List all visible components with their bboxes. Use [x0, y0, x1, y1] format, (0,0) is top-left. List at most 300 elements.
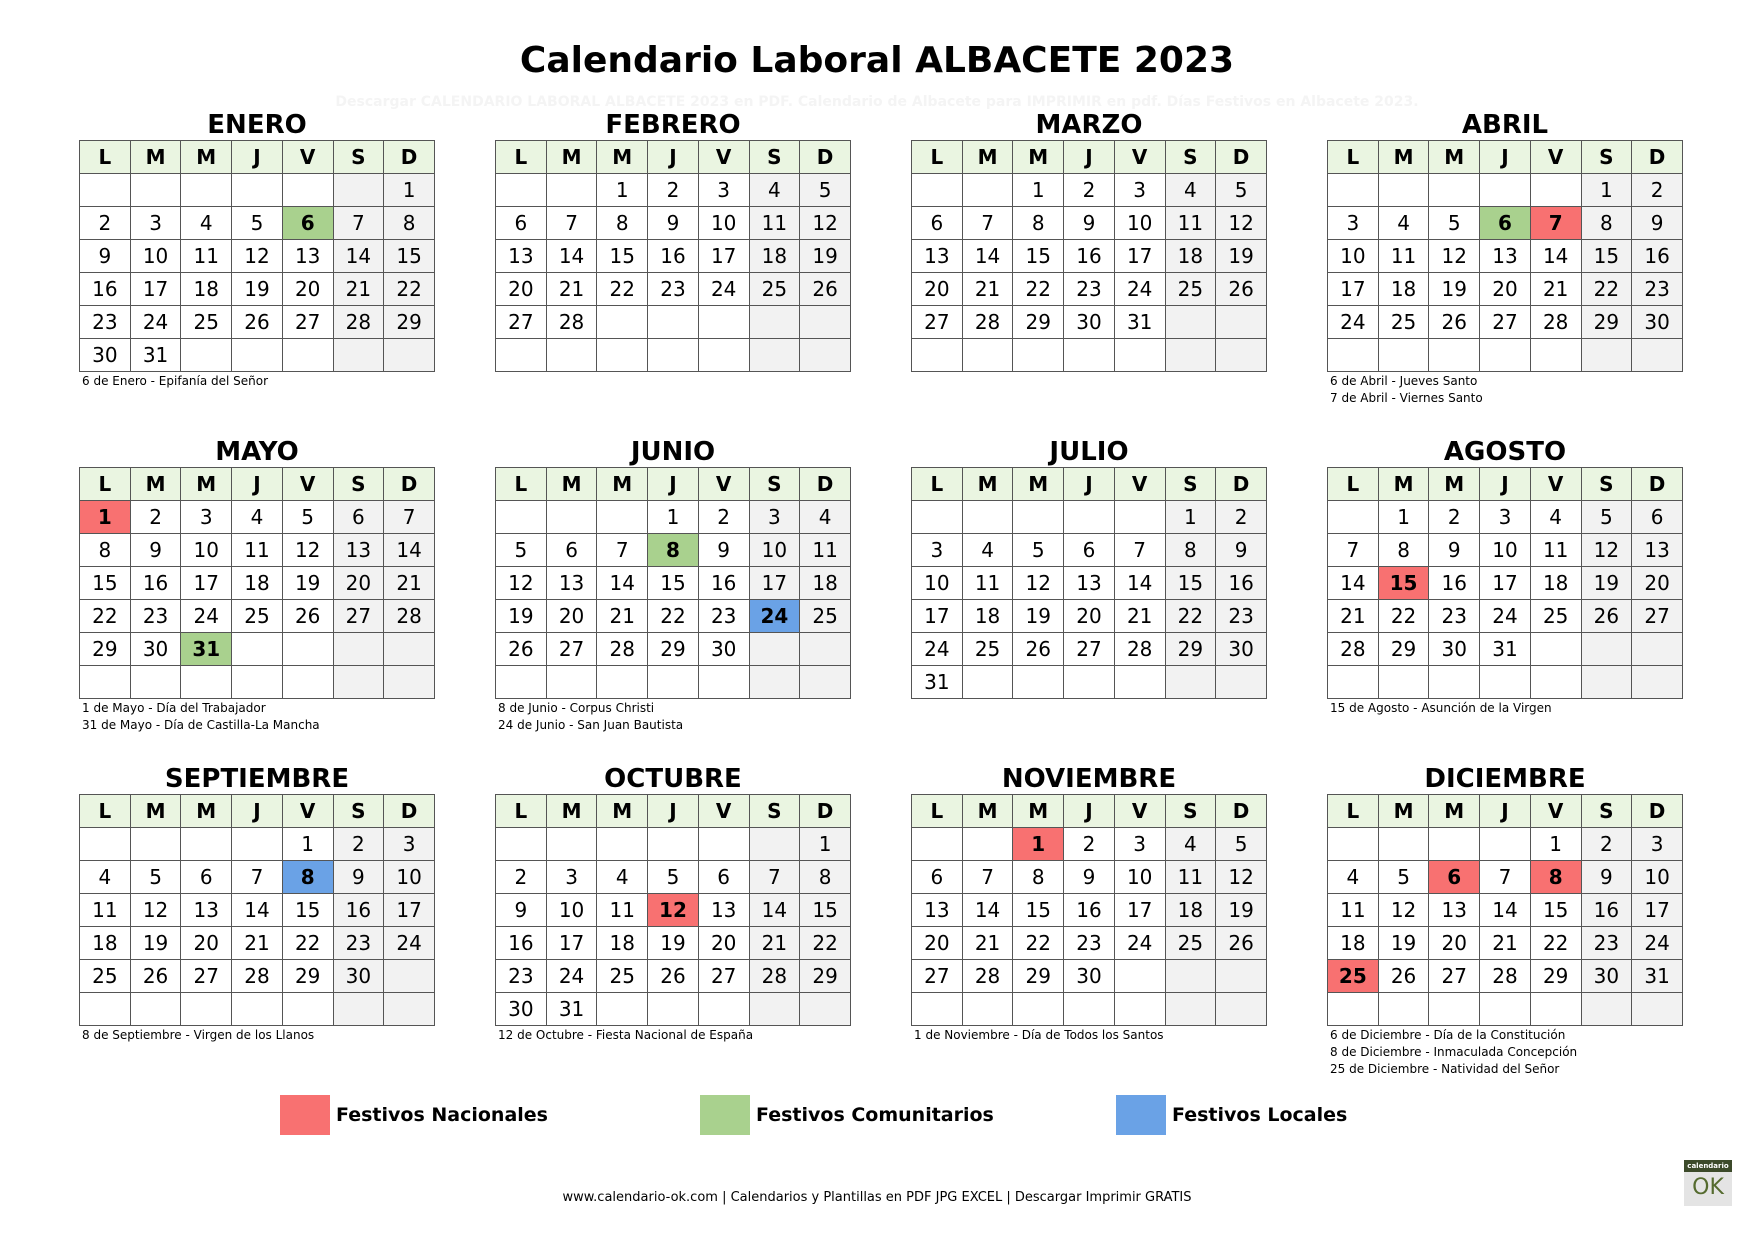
day-cell: 31: [1480, 633, 1531, 666]
day-cell: 6: [333, 501, 384, 534]
day-cell: 19: [1429, 273, 1480, 306]
weekday-header-row: [496, 141, 851, 174]
day-cell: 23: [1216, 600, 1267, 633]
day-cell: 18: [1165, 894, 1216, 927]
empty-cell: [546, 174, 597, 207]
day-cell: 30: [1216, 633, 1267, 666]
day-cell: 17: [546, 927, 597, 960]
empty-cell: [1480, 993, 1531, 1026]
week-row: [496, 339, 851, 372]
day-cell: 13: [912, 240, 963, 273]
day-cell: 24: [1328, 306, 1379, 339]
holiday-cell: 12: [648, 894, 699, 927]
day-cell: 15: [1581, 240, 1632, 273]
weekday-header-row: [1328, 141, 1683, 174]
day-cell: 4: [1165, 174, 1216, 207]
holiday-note: 24 de Junio - San Juan Bautista: [498, 718, 684, 732]
month-table: [1327, 467, 1683, 699]
week-row: [80, 666, 435, 699]
day-cell: 7: [546, 207, 597, 240]
weekday-header: M: [597, 141, 648, 174]
weekday-header: S: [333, 468, 384, 501]
empty-cell: [232, 633, 283, 666]
empty-cell: [496, 501, 547, 534]
empty-cell: [1114, 666, 1165, 699]
empty-cell: [962, 828, 1013, 861]
week-row: [1328, 861, 1683, 894]
empty-cell: [181, 666, 232, 699]
day-cell: 13: [912, 894, 963, 927]
day-cell: 28: [1328, 633, 1379, 666]
legend-local: [1116, 1095, 1347, 1135]
empty-cell: [1581, 666, 1632, 699]
day-cell: 25: [597, 960, 648, 993]
empty-cell: [1013, 993, 1064, 1026]
week-row: [496, 960, 851, 993]
day-cell: 29: [1165, 633, 1216, 666]
empty-cell: [800, 306, 851, 339]
legend-local-label: Festivos Locales: [1172, 1104, 1348, 1126]
day-cell: 3: [1328, 207, 1379, 240]
day-cell: 26: [800, 273, 851, 306]
day-cell: 22: [648, 600, 699, 633]
day-cell: 10: [1480, 534, 1531, 567]
footer-text[interactable]: www.calendario-ok.com | Calendarios y Plantillas en PDF JPG EXCEL | Descargar Imprimir GRATIS: [562, 1190, 1192, 1205]
month-table: [911, 467, 1267, 699]
day-cell: 2: [1064, 828, 1115, 861]
day-cell: 17: [698, 240, 749, 273]
legend-local-swatch: [1116, 1095, 1166, 1135]
weekday-header-row: [80, 141, 435, 174]
day-cell: 1: [1530, 828, 1581, 861]
weekday-header: D: [1216, 795, 1267, 828]
day-cell: 2: [80, 207, 131, 240]
day-cell: 20: [698, 927, 749, 960]
day-cell: 15: [597, 240, 648, 273]
day-cell: 11: [962, 567, 1013, 600]
day-cell: 7: [1480, 861, 1531, 894]
day-cell: 25: [80, 960, 131, 993]
week-row: [1328, 960, 1683, 993]
holiday-notes: [79, 1027, 435, 1044]
day-cell: 10: [546, 894, 597, 927]
day-cell: 5: [496, 534, 547, 567]
empty-cell: [800, 993, 851, 1026]
day-cell: 4: [1530, 501, 1581, 534]
empty-cell: [232, 339, 283, 372]
empty-cell: [130, 993, 181, 1026]
empty-cell: [1378, 174, 1429, 207]
empty-cell: [912, 501, 963, 534]
day-cell: 10: [912, 567, 963, 600]
day-cell: 27: [698, 960, 749, 993]
empty-cell: [597, 993, 648, 1026]
day-cell: 27: [496, 306, 547, 339]
day-cell: 31: [912, 666, 963, 699]
day-cell: 11: [1165, 861, 1216, 894]
week-row: [80, 567, 435, 600]
week-row: [912, 339, 1267, 372]
day-cell: 13: [1480, 240, 1531, 273]
day-cell: 28: [1480, 960, 1531, 993]
day-cell: 15: [648, 567, 699, 600]
empty-cell: [1480, 339, 1531, 372]
day-cell: 14: [1480, 894, 1531, 927]
day-cell: 7: [749, 861, 800, 894]
day-cell: 23: [80, 306, 131, 339]
week-row: [912, 828, 1267, 861]
empty-cell: [384, 960, 435, 993]
day-cell: 10: [130, 240, 181, 273]
day-cell: 16: [1581, 894, 1632, 927]
day-cell: 27: [333, 600, 384, 633]
month-table: [495, 467, 851, 699]
day-cell: 24: [546, 960, 597, 993]
week-row: [80, 207, 435, 240]
day-cell: 22: [80, 600, 131, 633]
empty-cell: [1216, 666, 1267, 699]
week-row: [912, 927, 1267, 960]
day-cell: 6: [181, 861, 232, 894]
day-cell: 27: [282, 306, 333, 339]
day-cell: 13: [698, 894, 749, 927]
day-cell: 23: [333, 927, 384, 960]
day-cell: 9: [130, 534, 181, 567]
day-cell: 28: [1114, 633, 1165, 666]
day-cell: 22: [1165, 600, 1216, 633]
day-cell: 7: [1114, 534, 1165, 567]
weekday-header: M: [130, 795, 181, 828]
empty-cell: [749, 993, 800, 1026]
day-cell: 21: [1328, 600, 1379, 633]
weekday-header: L: [80, 795, 131, 828]
empty-cell: [1064, 993, 1115, 1026]
weekday-header: J: [232, 468, 283, 501]
day-cell: 15: [800, 894, 851, 927]
day-cell: 8: [1378, 534, 1429, 567]
empty-cell: [1429, 339, 1480, 372]
day-cell: 28: [1530, 306, 1581, 339]
weekday-header: V: [282, 141, 333, 174]
weekday-header: D: [1216, 468, 1267, 501]
day-cell: 18: [80, 927, 131, 960]
day-cell: 21: [384, 567, 435, 600]
week-row: [1328, 567, 1683, 600]
empty-cell: [282, 666, 333, 699]
day-cell: 21: [546, 273, 597, 306]
weekday-header: J: [648, 468, 699, 501]
day-cell: 19: [1581, 567, 1632, 600]
month-name: MAYO: [215, 437, 299, 467]
empty-cell: [232, 828, 283, 861]
day-cell: 9: [1429, 534, 1480, 567]
day-cell: 3: [130, 207, 181, 240]
week-row: [80, 339, 435, 372]
day-cell: 18: [181, 273, 232, 306]
weekday-header: D: [384, 795, 435, 828]
day-cell: 8: [800, 861, 851, 894]
day-cell: 17: [1114, 240, 1165, 273]
day-cell: 11: [597, 894, 648, 927]
week-row: [912, 894, 1267, 927]
day-cell: 17: [181, 567, 232, 600]
empty-cell: [597, 666, 648, 699]
week-row: [496, 600, 851, 633]
day-cell: 27: [1632, 600, 1683, 633]
weekday-header: D: [800, 141, 851, 174]
empty-cell: [962, 339, 1013, 372]
day-cell: 4: [181, 207, 232, 240]
day-cell: 12: [282, 534, 333, 567]
empty-cell: [698, 993, 749, 1026]
day-cell: 6: [546, 534, 597, 567]
day-cell: 30: [333, 960, 384, 993]
day-cell: 6: [698, 861, 749, 894]
empty-cell: [546, 339, 597, 372]
day-cell: 9: [333, 861, 384, 894]
weekday-header: L: [912, 141, 963, 174]
empty-cell: [181, 828, 232, 861]
day-cell: 28: [384, 600, 435, 633]
day-cell: 23: [1429, 600, 1480, 633]
empty-cell: [1165, 306, 1216, 339]
weekday-header: S: [1165, 141, 1216, 174]
empty-cell: [1013, 666, 1064, 699]
empty-cell: [181, 993, 232, 1026]
holiday-cell: 15: [1378, 567, 1429, 600]
day-cell: 6: [912, 861, 963, 894]
week-row: [1328, 894, 1683, 927]
weekday-header: M: [1429, 141, 1480, 174]
empty-cell: [80, 993, 131, 1026]
day-cell: 25: [800, 600, 851, 633]
day-cell: 1: [384, 174, 435, 207]
holiday-cell: 31: [181, 633, 232, 666]
day-cell: 22: [1581, 273, 1632, 306]
day-cell: 13: [1632, 534, 1683, 567]
day-cell: 31: [546, 993, 597, 1026]
day-cell: 18: [1530, 567, 1581, 600]
empty-cell: [496, 828, 547, 861]
day-cell: 17: [384, 894, 435, 927]
day-cell: 12: [232, 240, 283, 273]
empty-cell: [1378, 666, 1429, 699]
weekday-header: V: [698, 468, 749, 501]
week-row: [496, 501, 851, 534]
day-cell: 11: [1328, 894, 1379, 927]
day-cell: 29: [1378, 633, 1429, 666]
empty-cell: [1632, 993, 1683, 1026]
day-cell: 25: [181, 306, 232, 339]
weekday-header: L: [80, 468, 131, 501]
empty-cell: [912, 828, 963, 861]
weekday-header: V: [282, 468, 333, 501]
week-row: [496, 666, 851, 699]
day-cell: 30: [1429, 633, 1480, 666]
weekday-header: D: [384, 468, 435, 501]
empty-cell: [912, 993, 963, 1026]
day-cell: 20: [1429, 927, 1480, 960]
month-septiembre: [79, 764, 435, 1044]
day-cell: 9: [1216, 534, 1267, 567]
empty-cell: [1581, 993, 1632, 1026]
day-cell: 18: [962, 600, 1013, 633]
day-cell: 14: [1114, 567, 1165, 600]
day-cell: 12: [1429, 240, 1480, 273]
week-row: [80, 174, 435, 207]
day-cell: 7: [962, 861, 1013, 894]
empty-cell: [1064, 666, 1115, 699]
day-cell: 1: [800, 828, 851, 861]
empty-cell: [282, 339, 333, 372]
day-cell: 18: [1328, 927, 1379, 960]
day-cell: 1: [1165, 501, 1216, 534]
weekday-header: M: [1378, 468, 1429, 501]
empty-cell: [1328, 828, 1379, 861]
day-cell: 8: [1581, 207, 1632, 240]
day-cell: 20: [1064, 600, 1115, 633]
weekday-header: S: [749, 795, 800, 828]
weekday-header: M: [181, 468, 232, 501]
week-row: [496, 633, 851, 666]
day-cell: 16: [1632, 240, 1683, 273]
day-cell: 28: [333, 306, 384, 339]
empty-cell: [1165, 993, 1216, 1026]
day-cell: 5: [1216, 174, 1267, 207]
week-row: [80, 273, 435, 306]
day-cell: 23: [1632, 273, 1683, 306]
weekday-header: V: [1530, 141, 1581, 174]
week-row: [496, 861, 851, 894]
empty-cell: [130, 174, 181, 207]
day-cell: 30: [1064, 960, 1115, 993]
day-cell: 10: [1328, 240, 1379, 273]
day-cell: 28: [546, 306, 597, 339]
empty-cell: [1530, 633, 1581, 666]
empty-cell: [1530, 993, 1581, 1026]
month-name: JUNIO: [630, 437, 716, 467]
month-julio: [911, 437, 1267, 700]
day-cell: 27: [912, 960, 963, 993]
empty-cell: [912, 174, 963, 207]
weekday-header-row: [496, 468, 851, 501]
week-row: [80, 993, 435, 1026]
empty-cell: [80, 174, 131, 207]
month-name: NOVIEMBRE: [1001, 764, 1177, 794]
weekday-header: M: [546, 141, 597, 174]
day-cell: 13: [496, 240, 547, 273]
weekday-header: J: [1064, 141, 1115, 174]
month-name: SEPTIEMBRE: [164, 764, 350, 794]
day-cell: 23: [130, 600, 181, 633]
weekday-header-row: [1328, 795, 1683, 828]
holiday-notes: [495, 700, 851, 734]
day-cell: 15: [1165, 567, 1216, 600]
week-row: [912, 633, 1267, 666]
day-cell: 4: [800, 501, 851, 534]
holiday-note: 25 de Diciembre - Natividad del Señor: [1330, 1062, 1560, 1076]
holiday-note: 1 de Mayo - Día del Trabajador: [82, 701, 266, 715]
week-row: [912, 993, 1267, 1026]
day-cell: 2: [333, 828, 384, 861]
weekday-header: V: [698, 795, 749, 828]
day-cell: 29: [1581, 306, 1632, 339]
empty-cell: [181, 174, 232, 207]
holiday-notes: [79, 373, 435, 390]
empty-cell: [333, 633, 384, 666]
empty-cell: [962, 174, 1013, 207]
empty-cell: [1581, 633, 1632, 666]
day-cell: 28: [597, 633, 648, 666]
weekday-header-row: [80, 795, 435, 828]
day-cell: 5: [282, 501, 333, 534]
day-cell: 11: [749, 207, 800, 240]
month-marzo: [911, 110, 1267, 373]
day-cell: 2: [1429, 501, 1480, 534]
day-cell: 26: [282, 600, 333, 633]
empty-cell: [1632, 339, 1683, 372]
weekday-header: M: [1429, 468, 1480, 501]
empty-cell: [80, 666, 131, 699]
holiday-notes: [1327, 700, 1683, 717]
weekday-header: S: [1165, 795, 1216, 828]
weekday-header: M: [130, 141, 181, 174]
week-row: [1328, 339, 1683, 372]
day-cell: 12: [1581, 534, 1632, 567]
month-table: [495, 140, 851, 372]
day-cell: 19: [1378, 927, 1429, 960]
empty-cell: [333, 174, 384, 207]
day-cell: 29: [800, 960, 851, 993]
day-cell: 11: [80, 894, 131, 927]
day-cell: 11: [800, 534, 851, 567]
empty-cell: [800, 633, 851, 666]
month-noviembre: [911, 764, 1267, 1044]
empty-cell: [648, 306, 699, 339]
week-row: [1328, 666, 1683, 699]
week-row: [496, 240, 851, 273]
day-cell: 20: [496, 273, 547, 306]
calendario-ok-logo[interactable]: [1684, 1160, 1732, 1206]
week-row: [1328, 828, 1683, 861]
weekday-header: M: [181, 795, 232, 828]
weekday-header: V: [1530, 795, 1581, 828]
weekday-header: J: [648, 141, 699, 174]
week-row: [80, 306, 435, 339]
weekday-header: S: [1581, 795, 1632, 828]
day-cell: 30: [1581, 960, 1632, 993]
holiday-notes: [79, 700, 435, 734]
day-cell: 2: [698, 501, 749, 534]
day-cell: 4: [80, 861, 131, 894]
weekday-header: J: [1480, 468, 1531, 501]
day-cell: 1: [597, 174, 648, 207]
day-cell: 13: [1429, 894, 1480, 927]
day-cell: 24: [698, 273, 749, 306]
day-cell: 20: [1632, 567, 1683, 600]
day-cell: 5: [232, 207, 283, 240]
week-row: [1328, 600, 1683, 633]
weekday-header: V: [1114, 468, 1165, 501]
day-cell: 7: [232, 861, 283, 894]
empty-cell: [1378, 993, 1429, 1026]
day-cell: 18: [597, 927, 648, 960]
empty-cell: [1216, 993, 1267, 1026]
day-cell: 10: [384, 861, 435, 894]
weekday-header: L: [80, 141, 131, 174]
weekday-header: S: [1581, 141, 1632, 174]
holiday-note: 15 de Agosto - Asunción de la Virgen: [1330, 701, 1552, 715]
